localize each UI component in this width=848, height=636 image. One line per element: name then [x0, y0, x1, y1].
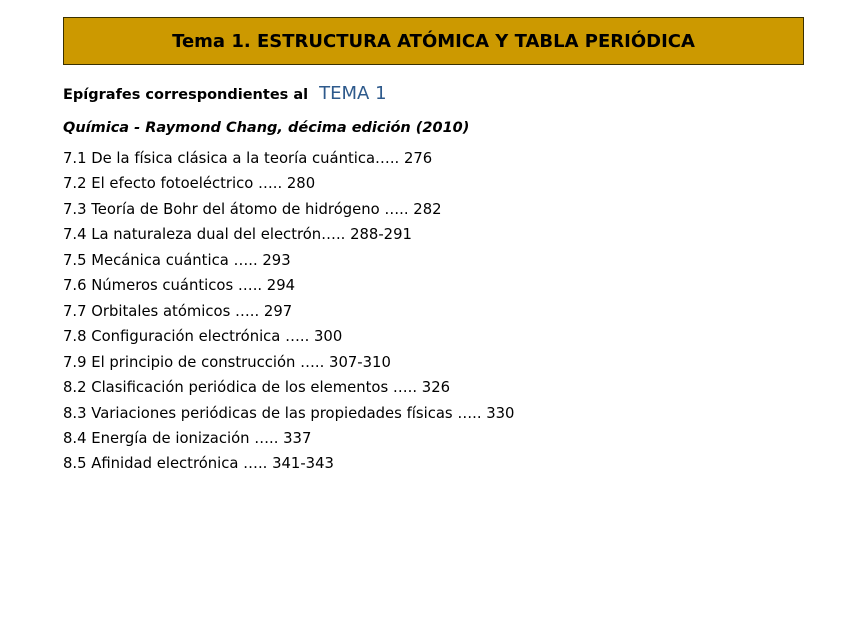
subtitle — [63, 82, 387, 107]
topic-item: 7.3 Teoría de Bohr del átomo de hidrógeno ….. 282 — [63, 200, 442, 218]
page-title: Tema 1. ESTRUCTURA ATÓMICA Y TABLA PERIÓDICA — [172, 30, 695, 52]
topic-item: 7.9 El principio de construcción ….. 307-310 — [63, 353, 391, 371]
topic-item: 7.8 Configuración electrónica ….. 300 — [63, 328, 343, 346]
topic-item: 7.5 Mecánica cuántica ….. 293 — [63, 251, 291, 269]
title-banner — [63, 17, 804, 65]
topic-list — [63, 146, 514, 477]
topic-item: 7.2 El efecto fotoeléctrico ….. 280 — [63, 175, 316, 193]
topic-item: 8.5 Afinidad electrónica ….. 341-343 — [63, 455, 334, 473]
topic-item: 7.4 La naturaleza dual del electrón….. 288-291 — [63, 226, 412, 244]
topic-item: 8.3 Variaciones periódicas de las propiedades físicas ….. 330 — [63, 404, 515, 422]
topic-item: 7.6 Números cuánticos ….. 294 — [63, 277, 296, 295]
topic-item: 8.2 Clasificación periódica de los elementos ….. 326 — [63, 379, 451, 397]
book-reference: Química - Raymond Chang, décima edición (2010) — [63, 120, 470, 136]
topic-item: 7.1 De la física clásica a la teoría cuántica….. 276 — [63, 150, 433, 167]
topic-item: 7.7 Orbitales atómicos ….. 297 — [63, 302, 293, 320]
topic-item: 8.4 Energía de ionización ….. 337 — [63, 429, 312, 447]
tema-label: TEMA 1 — [319, 83, 387, 104]
subtitle-label: Epígrafes correspondientes al — [63, 87, 309, 103]
